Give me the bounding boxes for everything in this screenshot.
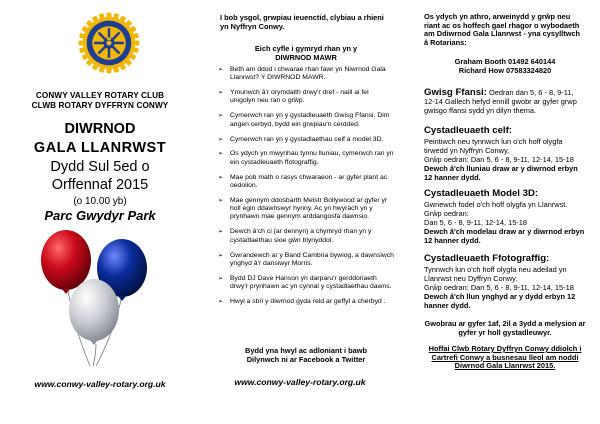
list-item: ➢ Hwyl a sbri y diwrnod gyda reid ar geffyl a cherbyd . xyxy=(218,297,386,305)
arrow-bullet-icon: ➢ xyxy=(218,136,224,143)
contact-richard: Richard How 07583324820 xyxy=(458,66,552,75)
activities-column xyxy=(200,0,400,424)
arrow-bullet-icon: ➢ xyxy=(218,298,224,305)
list-item: ➢ Cymerwch ran yn y gystadleuaeth Gwisg Ffansi. Dim angen cerbyd, bydd ein grwpiau'n cerdded. xyxy=(218,112,390,128)
photo-title: Cystadleuaeth Ffotograffig: xyxy=(424,253,550,264)
sponsor-thanks: Hoffai Clwb Rotary Dyffryn Conwy ddiolch i Cartrefi Conwy a busnesau lleol am noddi Diwrnod Gala Llanrwst 2015. xyxy=(428,344,582,371)
arrow-bullet-icon: ➢ xyxy=(218,275,224,282)
event-venue: Parc Gwydyr Park xyxy=(44,208,156,223)
red-balloon xyxy=(41,230,91,290)
closing-note xyxy=(220,346,392,364)
list-item: ➢ Bydd DJ Dave Hanson yn darparu'r gerddoriaeth drwy'r prynhawn ac yn cynnal y cystadlaethau dawns. xyxy=(218,274,392,290)
list-item: ➢ Beth am ddod i chwarae rhan fawr yn Niwrnod Gala Llanrwst? Y DIWRNOD MAWR. xyxy=(218,66,386,82)
list-item: ➢ Ymunwch â'r orymdaith drwy'r dref - naill ai fel unigolyn neu ran o grŵp. xyxy=(218,89,369,105)
club-name-english: CONWY VALLEY ROTARY CLUB xyxy=(35,91,165,100)
arrow-bullet-icon: ➢ xyxy=(218,252,224,259)
fancy-dress-text: Oedran dan 5, 6 - 8, 9-11, 12-14 Gallech hefyd ennill gwobr ar gyfer grwp gwisgo ffansi sydd yn dilyn thema. xyxy=(424,88,577,115)
title-line-2: GALA LLANRWST xyxy=(33,140,167,156)
list-item: ➢ Mae pob math o rasys chwaraeon - ar gyfer plant ac oedolion. xyxy=(218,173,388,189)
heading-line-1: Eich cyfle i gymryd rhan yn y xyxy=(254,44,358,53)
list-item: ➢ Dewch â'ch ci (ar dennyn) a chymryd rhan yn y cystadlaethau sioe gŵn blynyddol. xyxy=(218,228,372,244)
contact-intro: Os ydych yn athro, arweinydd y grŵp neu riant ac os hoffech gael rhagor o wybodaeth am Ddiwrnod Gala Llanrwst - yna cysylltwch â Rotarians: xyxy=(424,12,581,48)
model-text: Gwnewch fodel o'ch hoff olygfa yn Llanrwst. xyxy=(424,200,568,209)
fancy-dress-title: Gwisg Ffansi: xyxy=(424,87,487,98)
model-deadline: Dewch â'ch modelau draw ar y diwrnod erbyn 12 hanner dydd. xyxy=(424,227,585,245)
balloons-illustration xyxy=(30,228,170,368)
rotary-wheel-icon xyxy=(78,12,140,74)
event-time: (o 10.00 yb) xyxy=(73,196,127,207)
date-line-1: Dydd Sul 5ed o xyxy=(50,159,150,175)
arrow-bullet-icon: ➢ xyxy=(218,174,224,181)
website-link[interactable]: www.conwy-valley-rotary.org.uk xyxy=(234,377,366,387)
art-text: Peintiwch neu tynnwch lun o'ch hoff olygfa tirwedd yn Nyffryn Conwy. xyxy=(424,137,563,155)
model-age-groups: Dan 5, 6 - 8, 9-11, 12-14, 15-18 xyxy=(424,218,527,227)
photo-text: Tynnwch lun o'ch hoff olygfa neu adeilad yn Llanrwst neu Dyffryn Conwy. xyxy=(424,265,567,283)
list-item: ➢ Gwrandewch ar y Band Cambria bywiog, a dawnsiwch ynghyd â'r dansiwyr Morris. xyxy=(218,251,394,267)
arrow-bullet-icon: ➢ xyxy=(218,67,224,73)
arrow-bullet-icon: ➢ xyxy=(218,229,224,236)
art-deadline: Dewch â'ch lluniau draw ar y diwrnod erbyn 12 hanner dydd. xyxy=(424,164,578,182)
prizes-note: Gwobrau ar gyfer 1af, 2il a 3ydd a melysion ar gyfer yr holl gystadleuwyr. xyxy=(424,319,586,337)
arrow-bullet-icon: ➢ xyxy=(218,151,224,158)
arrow-bullet-icon: ➢ xyxy=(218,197,224,204)
club-name-welsh: CLWB ROTARY DYFFRYN CONWY xyxy=(31,101,169,110)
list-item: ➢ Cymerwch ran yn y gystadlaethau celf a model 3D. xyxy=(218,135,384,143)
intro-text: I bob ysgol, grwpiau ieuenctid, clybiau a rhieni yn Nyffryn Conwy. xyxy=(220,13,384,31)
activities-heading xyxy=(220,44,392,62)
list-item: ➢ Mae gennym ddosbarth Meistr Bollywood ar gyfer yr holl egin ddawnswyr hynny. Ac yn hwyrach yn y prynhawn mae gennym arddangosfa dawnsio. xyxy=(218,196,388,221)
fancy-dress-section xyxy=(424,87,586,115)
date-line-2: Orffennaf 2015 xyxy=(51,177,149,193)
model-age-label: Grŵp oedran: xyxy=(424,209,469,218)
heading-line-2: DIWRNOD MAWR xyxy=(275,53,337,62)
front-column xyxy=(0,0,200,424)
photo-deadline: Dewch â'ch llun ynghyd ar y dydd erbyn 12 hanner dydd. xyxy=(424,292,576,310)
model-title: Cystadleuaeth Model 3D: xyxy=(424,188,539,199)
closing-line-1: Bydd yna hwyl ac adloniant i bawb xyxy=(245,346,367,355)
silver-balloon xyxy=(69,279,119,341)
arrow-bullet-icon: ➢ xyxy=(218,90,224,97)
title-line-1: DIWRNOD xyxy=(64,121,136,137)
activities-list xyxy=(214,66,394,313)
art-age-groups: Grŵp oedran: Dan 5, 6 - 8, 9-11, 12-14, 15-18 xyxy=(424,155,574,164)
photo-age-groups: Grŵp oedran: Dan 5, 6 - 8, 9-11, 12-14, 15-18 xyxy=(424,283,574,292)
website-link[interactable]: www.conwy-valley-rotary.org.uk xyxy=(34,379,166,389)
list-item: ➢ Os ydych yn mwynhau tynnu lluniau, cymerwch ran yn ein cystadleuaeth ffotograffig. xyxy=(218,150,394,166)
contact-graham: Graham Booth 01492 640144 xyxy=(454,57,556,66)
arrow-bullet-icon: ➢ xyxy=(218,113,224,120)
art-title: Cystadleuaeth celf: xyxy=(424,125,512,136)
closing-line-2: Dilynwch ni ar Facebook a Twitter xyxy=(246,355,366,364)
